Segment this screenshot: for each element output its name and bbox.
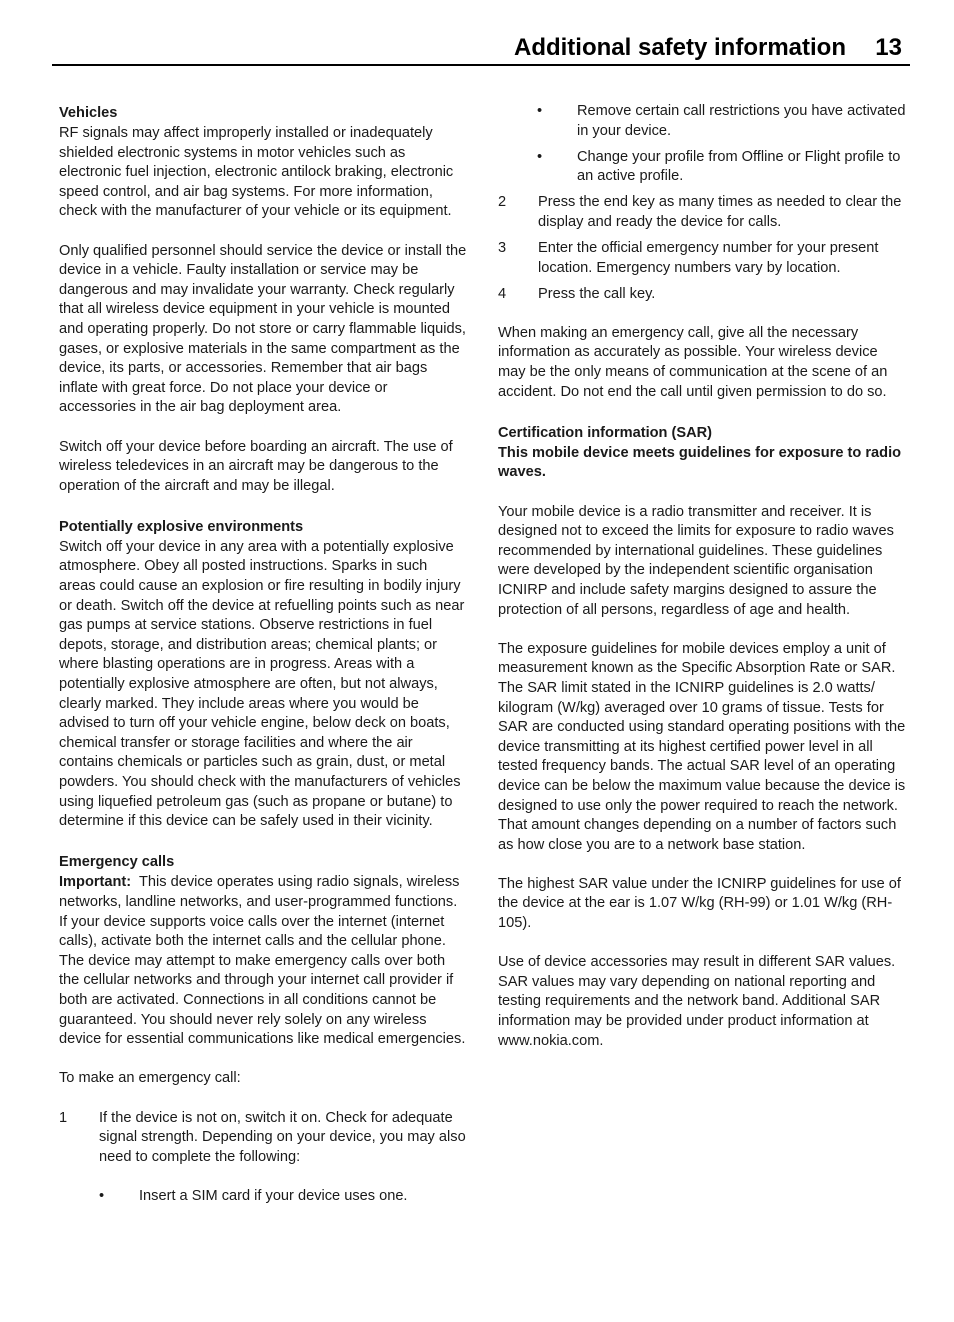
step-number: 2	[498, 194, 507, 211]
right-column	[498, 102, 906, 1071]
bullet-item	[99, 1187, 467, 1207]
step-3	[498, 239, 906, 278]
sar-paragraph-3: The highest SAR value under the ICNIRP guidelines for use of the device at the ear is 1.07 W/kg (RH-99) or 1.01 W/kg (RH-105).	[498, 875, 901, 932]
vehicles-paragraph-3: Switch off your device before boarding an aircraft. The use of wireless teledevices in an aircraft may be dangerous to the operation of the aircraft and may be illegal.	[59, 438, 453, 494]
bullet-text: Change your profile from Offline or Flight profile to an active profile.	[577, 148, 901, 185]
vehicles-paragraph-1: RF signals may affect improperly installed or inadequately shielded electronic systems in motor vehicles such as electronic fuel injection, electronic antilock braking, electronic speed control, and air bag systems. For more information, check with the manufacturer of your vehicle or its equipment.	[59, 125, 454, 220]
bullet-marker: •	[99, 1187, 105, 1204]
important-text: This device operates using radio signals, wireless networks, landline networks, and user-programmed functions. If your device supports voice calls over the internet (internet calls), activate both the internet calls and the cellular phone. The device may attempt to make emergency calls over both the cellular networks and through your internet call provider if both are activated. Connections in all conditions cannot be guaranteed. You should never rely solely on any wireless device for essential communications like medical emergencies.	[59, 874, 466, 1048]
to-make-call-text: To make an emergency call:	[59, 1070, 241, 1087]
bullet-item	[537, 102, 906, 141]
step-2	[498, 193, 906, 232]
important-paragraph	[59, 873, 467, 1049]
after-steps-paragraph: When making an emergency call, give all the necessary information as accurately as possible. Your wireless device may be the only means of communication at the scene of an accident. Do not end the call until given permission to do so.	[498, 324, 888, 400]
sar-paragraph-4: Use of device accessories may result in different SAR values. SAR values may vary depending on national reporting and testing requirements and the network band. Additional SAR information may be provided under product information at www.nokia.com.	[498, 954, 896, 1049]
step-number: 4	[498, 285, 507, 302]
left-column	[59, 102, 467, 1213]
section-heading-vehicles: Vehicles	[59, 105, 118, 121]
page-number: 13	[875, 34, 902, 61]
sar-paragraph-1: Your mobile device is a radio transmitter and receiver. It is designed not to exceed the limits for exposure to radio waves recommended by international guidelines. These guidelines were developed by the independent scientific organisation ICNIRP and include safety margins designed to assure the protection of all persons, regardless of age and health.	[498, 503, 894, 618]
bullet-item	[537, 148, 906, 187]
step-1	[59, 1109, 467, 1168]
important-label: Important:	[59, 874, 132, 891]
page-header	[52, 32, 910, 66]
step-text: Press the end key as many times as needed to clear the display and ready the device for calls.	[538, 194, 902, 230]
step-text: Press the call key.	[538, 285, 656, 302]
step-text: If the device is not on, switch it on. Check for adequate signal strength. Depending on your device, you may also need to complete the following:	[99, 1109, 466, 1165]
section-heading-explosive: Potentially explosive environments	[59, 518, 304, 535]
step-4	[498, 285, 906, 305]
bullet-marker: •	[537, 148, 543, 165]
sar-subheading: This mobile device meets guidelines for exposure to radio waves.	[498, 444, 902, 481]
section-heading-emergency: Emergency calls	[59, 854, 175, 871]
sar-paragraph-2: The exposure guidelines for mobile devices employ a unit of measurement known as the Specific Absorption Rate or SAR. The SAR limit stated in the ICNIRP guidelines is 2.0 watts/ kilogram (W/kg) averaged over 10 grams of tissue. Tests for SAR are conducted using standard operating positions with the device transmitting at its highest certified power level in all tested frequency bands. The actual SAR level of an operating device can be below the maximum value because the device is designed to use only the power required to reach the network. That amount changes depending on a number of factors such as how close you are to a network base station.	[498, 640, 906, 853]
step-number: 3	[498, 240, 507, 257]
step-number: 1	[59, 1109, 68, 1126]
section-heading-sar: Certification information (SAR)	[498, 424, 713, 441]
step-text: Enter the official emergency number for your present location. Emergency numbers vary by location.	[538, 240, 879, 276]
page-title: Additional safety information	[513, 34, 846, 61]
vehicles-paragraph-2: Only qualified personnel should service the device or install the device in a vehicle. Faulty installation or service may be dangerous and may invalidate your warranty. Check regularly that all wireless device equipment in your vehicle is mounted and operating properly. Do not store or carry flammable liquids, gases, or explosive materials in the same compartment as the device, its parts, or accessories. Remember that air bags inflate with great force. Do not place your device or accessories in the air bag deployment area.	[59, 242, 467, 416]
bullet-text: Insert a SIM card if your device uses one.	[139, 1187, 408, 1204]
bullet-text: Remove certain call restrictions you have activated in your device.	[577, 103, 906, 139]
bullet-marker: •	[537, 103, 543, 119]
explosive-paragraph: Switch off your device in any area with a potentially explosive atmosphere. Obey all posted instructions. Sparks in such areas could cause an explosion or fire resulting in bodily injury or death. Switch off the device at refuelling points such as near gas pumps at service stations. Observe restrictions in fuel depots, storage, and distribution areas; chemical plants; or where blasting operations are in progress. Areas with a potentially explosive atmosphere are often, but not always, clearly marked. They include areas where you would be advised to turn off your vehicle engine, below deck on boats, chemical transfer or storage facilities and where the air contains chemicals or particles such as grain, dust, or metal powders. You should check with the manufacturers of vehicles using liquefied petroleum gas (such as propane or butane) to determine if this device can be safely used in their vicinity.	[59, 538, 465, 830]
